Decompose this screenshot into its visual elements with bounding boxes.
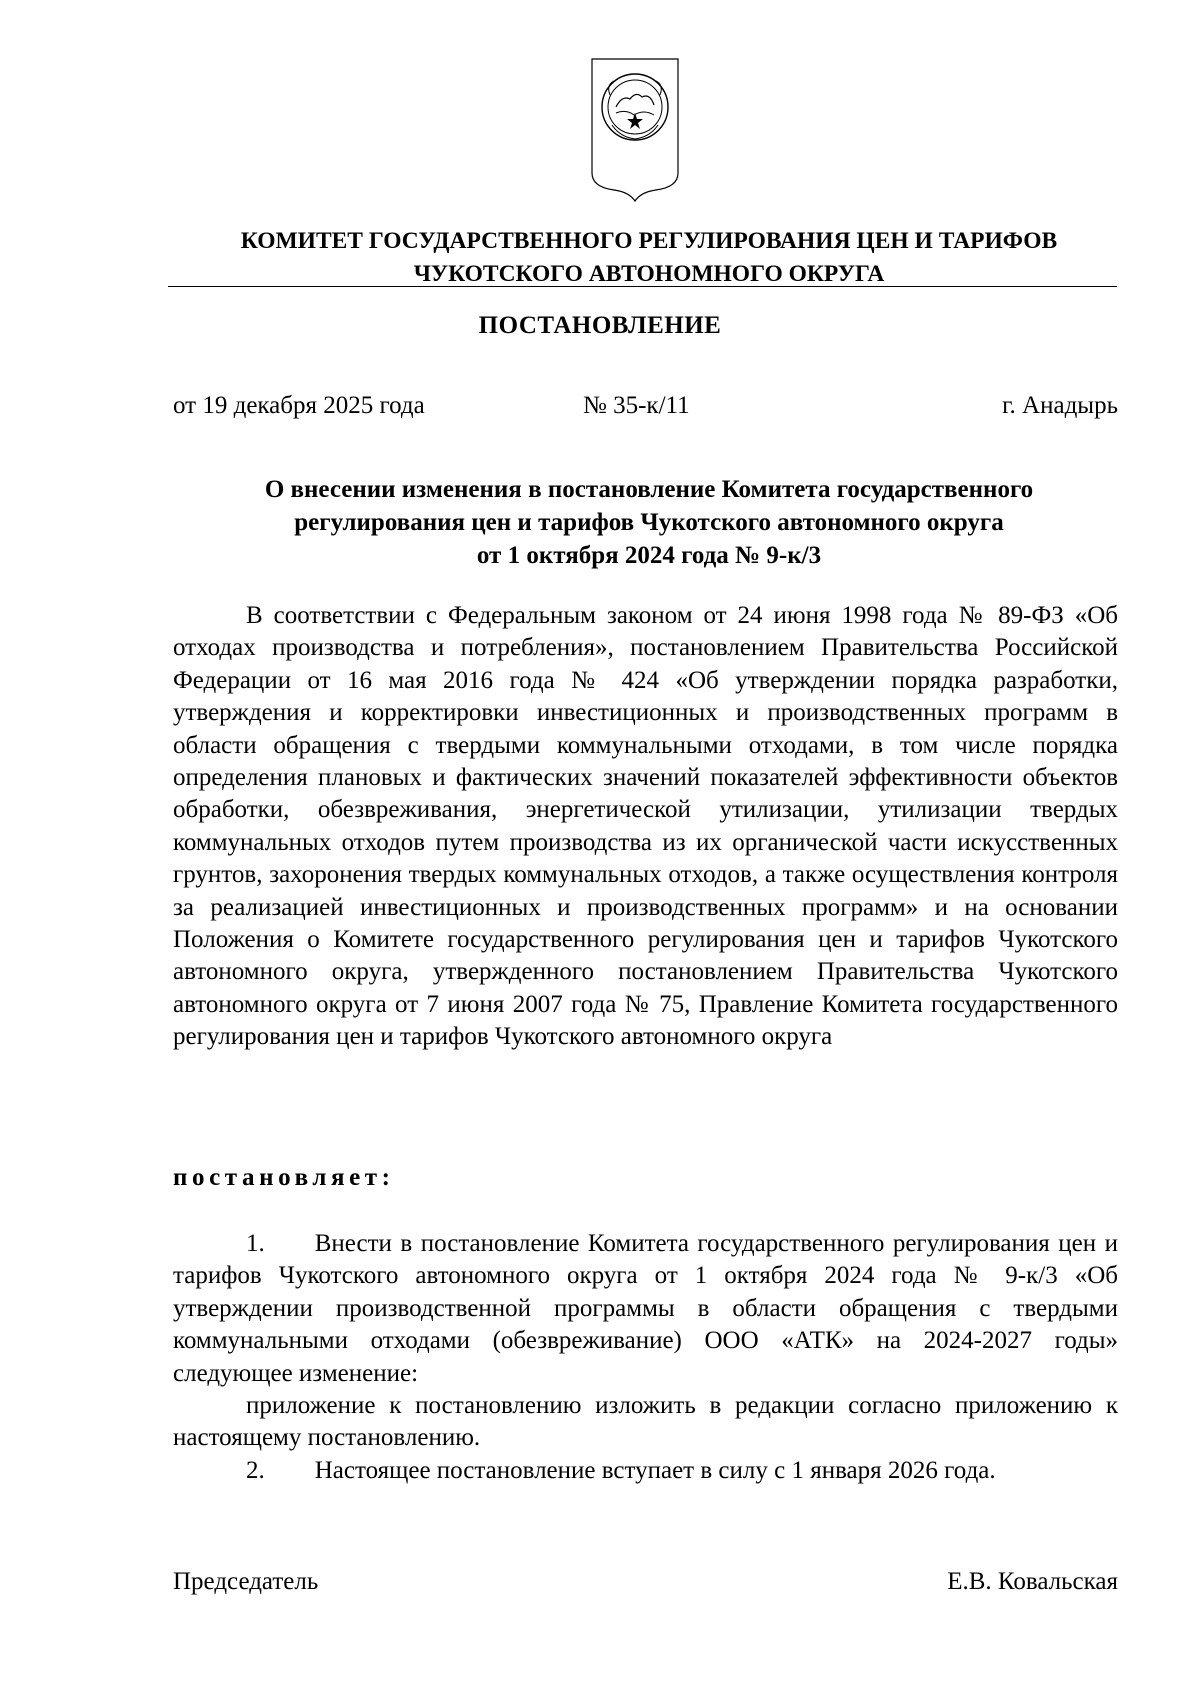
- document-type: ПОСТАНОВЛЕНИЕ: [478, 312, 722, 339]
- document-title-line3: от 1 октября 2024 года № 9-к/3: [476, 542, 822, 569]
- document-title-line2: регулирования цен и тарифов Чукотского автономного округа: [294, 509, 1004, 536]
- organization-name-line1: КОМИТЕТ ГОСУДАРСТВЕННОГО РЕГУЛИРОВАНИЯ ЦЕН И ТАРИФОВ: [240, 228, 1058, 254]
- preamble-paragraph: В соответствии с Федеральным законом от 24 июня 1998 года № 89-ФЗ «Об отходах производства и потребления», постановлением Правительства Российской Федерации от 16 мая 2016 года № 424 «Об утверждении порядка разработки, утверждения и корректировки инвестиционных и производственных программ в области обращения с твердыми коммунальными отходами, в том числе порядка определения плановых и фактических значений показателей эффективности объектов обработки, обезвреживания, энергетической утилизации, утилизации твердых коммунальных отходов путем производства из их органической части искусственных грунтов, захоронения твердых коммунальных отходов, а также осуществления контроля за реализацией инвестиционных и производственных программ» и на основании Положения о Комитете государственного регулирования цен и тарифов Чукотского автономного округа, утвержденного постановлением Правительства Чукотского автономного округа от 7 июня 2007 года № 75, Правление Комитета государственного регулирования цен и тарифов Чукотского автономного округа: [173, 602, 1118, 1051]
- document-date: от 19 декабря 2025 года: [173, 392, 425, 419]
- item-1-paragraph: 1. Внести в постановление Комитета государственного регулирования цен и тарифов Чукотского автономного округа от 1 октября 2024 года № 9-к/3 «Об утверждении производственной программы в области обращения с твердыми коммунальными отходами (обезвреживание) ООО «АТК» на 2024-2027 годы» следующее изменение:: [173, 1230, 1118, 1387]
- organization-name-line2: ЧУКОТСКОГО АВТОНОМНОГО ОКРУГА: [413, 261, 885, 287]
- document-title: [168, 473, 1130, 572]
- chukotka-coat-of-arms-icon: [586, 55, 684, 204]
- document-meta: [173, 392, 1118, 424]
- document-number: № 35-к/11: [583, 392, 690, 419]
- decree-word: постановляет:: [173, 1164, 395, 1191]
- signatory-name: Е.В. Ковальская: [947, 1568, 1118, 1595]
- signature-block: [173, 1568, 1118, 1600]
- organization-name: [168, 225, 1130, 291]
- signatory-role: Председатель: [173, 1568, 319, 1595]
- document-city: г. Анадырь: [1002, 392, 1118, 419]
- item-1-sub-paragraph: приложение к постановлению изложить в редакции согласно приложению к настоящему постановлению.: [173, 1392, 1118, 1452]
- item-2-paragraph: 2. Настоящее постановление вступает в силу с 1 января 2026 года.: [246, 1457, 996, 1484]
- header-divider: [168, 286, 1117, 287]
- document-title-line1: О внесении изменения в постановление Комитета государственного: [264, 476, 1034, 503]
